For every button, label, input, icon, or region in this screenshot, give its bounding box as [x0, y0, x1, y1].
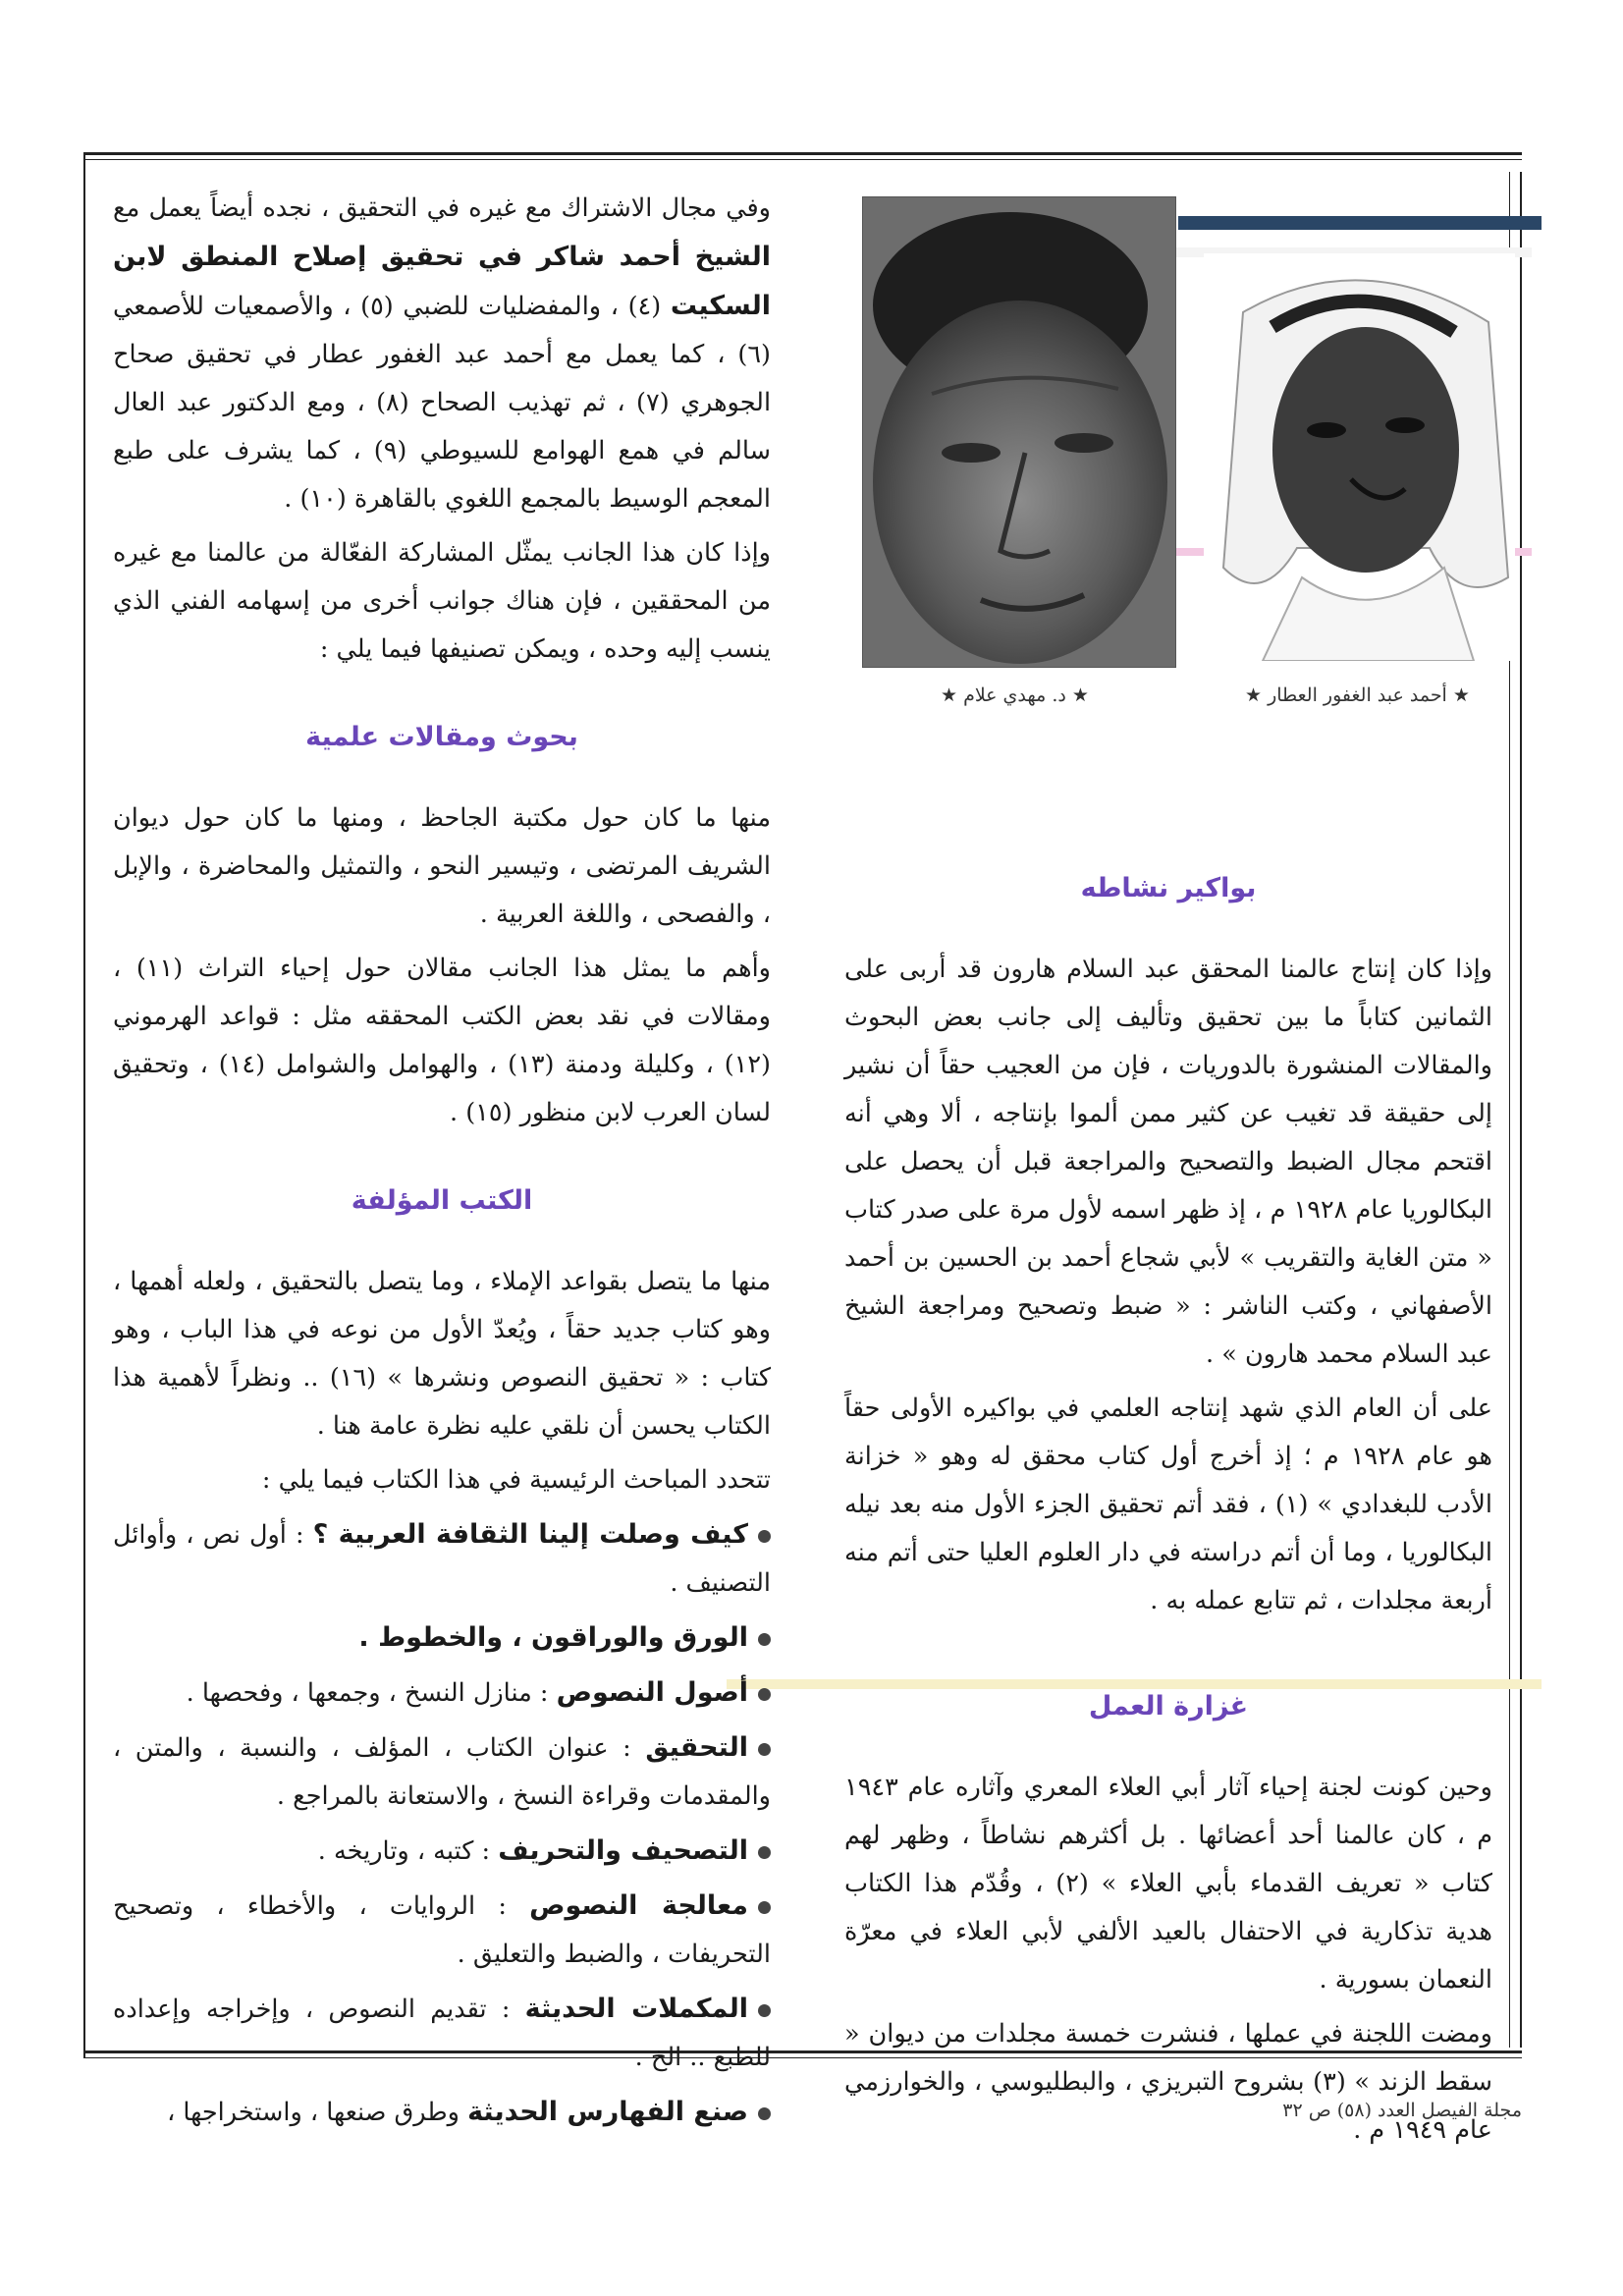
- bullet-icon: [758, 1901, 771, 1914]
- bullet-icon: [758, 1530, 771, 1543]
- portrait-photo-mahdi-allam: [862, 196, 1176, 668]
- paragraph: وإذا كان هذا الجانب يمثّل المشاركة الفعّالة من عالمنا مع غيره من المحققين ، فإن هناك جوانب أخرى من إسهامه الفني الذي ينسب إليه وحده ، ويمكن تصنيفها فيما يلي :: [113, 538, 771, 664]
- paragraph: منها ما يتصل بقواعد الإملاء ، وما يتصل بالتحقيق ، ولعله أهمها ، وهو كتاب جديد حقاً ، ويُعدّ الأول من نوعه في هذا الباب ، وهو كتاب : « تحقيق النصوص ونشرها » (١٦) .. ونظراً لأهمية هذا الكتاب يحسن أن نلقي عليه نظرة عامة هنا .: [113, 1267, 771, 1441]
- bullet-item: صنع الفهارس الحديثة وطرق صنعها ، واستخراجها ،: [113, 2088, 771, 2137]
- right-text-column: [844, 845, 1492, 2160]
- left-rule: [83, 152, 85, 2057]
- bullet-item: معالجة النصوص : الروايات ، والأخطاء ، وتصحيح التحريفات ، والضبط والتعليق .: [113, 1890, 771, 1969]
- bullet-item: التحقيق : عنوان الكتاب ، المؤلف ، والنسبة ، والمتن ، والمقدمات وقراءة النسخ ، والاستعانة بالمراجع .: [113, 1732, 771, 1811]
- top-rule-inner: [83, 159, 1522, 160]
- paragraph: ومضت اللجنة في عملها ، فنشرت خمسة مجلدات من ديوان « سقط الزند » (٣) بشروح التبريزي ، والبطليوسي ، والخوارزمي عام ١٩٤٩ م .: [844, 2019, 1492, 2145]
- paragraph: وإذا كان إنتاج عالمنا المحقق عبد السلام هارون قد أربى على الثمانين كتاباً ما بين تحقيق وتأليف إلى جانب بعض البحوث والمقالات المنشورة بالدوريات ، فإن من العجيب حقاً أن نشير إلى حقيقة قد تغيب عن كثير ممن ألموا بإنتاجه ، ألا وهي أنه اقتحم مجال الضبط والتصحيح والمراجعة قبل أن يحصل على البكالوريا عام ١٩٢٨ م ، إذ ظهر اسمه لأول مرة على صدر كتاب « متن الغاية والتقريب » لأبي شجاع أحمد بن الحسين بن أحمد الأصفهاني ، وكتب الناشر : « ضبط وتصحيح ومراجعة الشيخ عبد السلام محمد هارون » .: [844, 955, 1492, 1369]
- page-footer: مجلة الفيصل العدد (٥٨) ص ٣٢: [1282, 2100, 1522, 2121]
- paragraph: وأهم ما يمثل هذا الجانب مقالان حول إحياء التراث (١١) ، ومقالات في نقد بعض الكتب المحققه مثل : قواعد الهرموني (١٢) ، وكليلة ودمنة (١٣) ، والهوامل والشوامل (١٤) ، وتحقيق لسان العرب لابن منظور (١٥) .: [113, 954, 771, 1127]
- section-heading: الكتب المؤلفة: [351, 1185, 533, 1216]
- paragraph: تتحدد المباحث الرئيسية في هذا الكتاب فيما يلي :: [261, 1465, 771, 1495]
- paragraph: منها ما كان حول مكتبة الجاحظ ، ومنها ما كان حول ديوان الشريف المرتضى ، وتيسير النحو ، والتمثيل والمحاضرة ، والإبل ، والفصحى ، واللغة العربية .: [113, 803, 771, 929]
- bullet-item: أصول النصوص : منازل النسخ ، وجمعها ، وفحصها .: [113, 1668, 771, 1718]
- bullet-item: المكملات الحديثة : تقديم النصوص ، وإخراجه وإعداده للطبع .. الخ .: [113, 1994, 771, 2072]
- portrait-image: [1204, 253, 1515, 661]
- section-heading: بواكير نشاطه: [1080, 873, 1257, 903]
- caption-right-photo: ★ أحمد عبد الغفور العطار ★: [1245, 684, 1470, 706]
- portrait-image: [863, 197, 1175, 667]
- scan-artifact-bar: [1178, 216, 1542, 230]
- bullet-icon: [758, 2107, 771, 2120]
- left-text-column: [113, 185, 771, 2143]
- top-rule: [83, 152, 1522, 155]
- paragraph: على أن العام الذي شهد إنتاجه العلمي في بواكيره الأولى حقاً هو عام ١٩٢٨ م ؛ إذ أخرج أول كتاب محقق له وهو « خزانة الأدب للبغدادي » (١) ، فقد أتم تحقيق الجزء الأول منه بعد نيله البكالوريا ، وما أن أتم دراسته في دار العلوم العليا حتى أتم منه أربعة مجلدات ، ثم تتابع عمله به .: [844, 1394, 1492, 1615]
- bullet-item: الورق والوراقون ، والخطوط .: [113, 1613, 771, 1663]
- caption-left-photo: ★ د. مهدي علام ★: [941, 684, 1089, 706]
- bullet-icon: [758, 1633, 771, 1646]
- bullet-icon: [758, 1846, 771, 1859]
- section-heading: بحوث ومقالات علمية: [305, 722, 578, 752]
- bullet-item: التصحيف والتحريف : كتبه ، وتاريخه .: [113, 1827, 771, 1876]
- portrait-photo-ahmad-attar: [1204, 253, 1515, 661]
- bullet-item: كيف وصلت إلينا الثقافة العربية ؟ : أول نص ، وأوائل التصنيف .: [113, 1519, 771, 1598]
- right-rule: [1520, 172, 1522, 2048]
- paragraph: وحين كونت لجنة إحياء آثار أبي العلاء المعري وآثاره عام ١٩٤٣ م ، كان عالمنا أحد أعضائها . بل أكثرهم نشاطاً ، وظهر لهم كتاب « تعريف القدماء بأبي العلاء » (٢) ، وقُدّم هذا الكتاب هدية تذكارية في الاحتفال بالعيد الألفي لأبي العلاء في معرّة النعمان بسورية .: [844, 1773, 1492, 1995]
- bullet-icon: [758, 2004, 771, 2017]
- paragraph-intro: وفي مجال الاشتراك مع غيره في التحقيق ، نجده أيضاً يعمل مع الشيخ أحمد شاكر في تحقيق إصلاح المنطق لابن السكيت (٤) ، والمفضليات للضبي (٥) ، والأصمعيات للأصمعي (٦) ، كما يعمل مع أحمد عبد الغفور عطار في تحقيق صحاح الجوهري (٧) ، ثم تهذيب الصحاح (٨) ، ومع الدكتور عبد العال سالم في همع الهوامع للسيوطي (٩) ، كما يشرف على طبع المعجم الوسيط بالمجمع اللغوي بالقاهرة (١٠) .: [113, 193, 772, 514]
- bullet-icon: [758, 1743, 771, 1756]
- section-heading: غزارة العمل: [1088, 1691, 1249, 1722]
- bullet-icon: [758, 1688, 771, 1701]
